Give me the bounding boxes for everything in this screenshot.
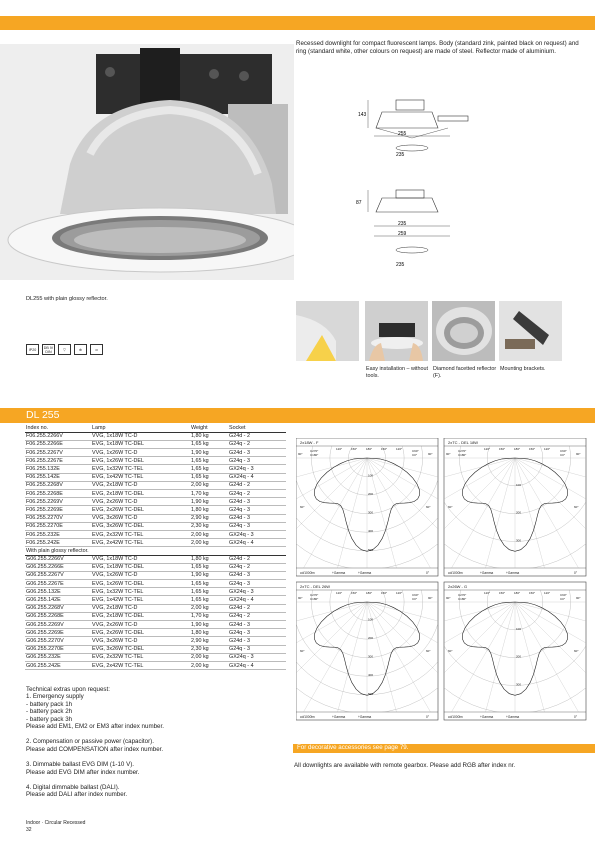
diameter-label-1: 255 bbox=[398, 131, 407, 137]
din-symbol: DB IV DIN bbox=[43, 345, 54, 354]
extras-line: - battery pack 3h bbox=[26, 715, 73, 723]
angle-label: 150° bbox=[529, 447, 536, 451]
cell-index: G06.255.2268V bbox=[25, 604, 91, 612]
earth-symbol: ⊕ bbox=[74, 344, 87, 355]
angle-label: 150° bbox=[351, 447, 358, 451]
cell-index: G06.255.2266V bbox=[25, 555, 91, 563]
cutout-label-2: 235 bbox=[396, 262, 405, 268]
product-photo bbox=[0, 44, 294, 280]
c-plane-label: C90° bbox=[412, 593, 419, 597]
cell-lamp: VVG, 1x18W TC-D bbox=[91, 432, 190, 440]
extras-line: Please add COMPENSATION after index number. bbox=[26, 745, 164, 753]
c-plane-label: C180° bbox=[458, 453, 467, 457]
cell-weight: 1,65 kg bbox=[190, 596, 228, 604]
cell-lamp: EVG, 2x42W TC-TEL bbox=[91, 539, 190, 547]
ring-label: 400 bbox=[368, 529, 374, 534]
c-plane-label: C0° bbox=[412, 453, 418, 457]
cell-lamp: EVG, 1x42W TC-TEL bbox=[91, 473, 190, 481]
angle-label: 120° bbox=[396, 591, 403, 595]
header-weight: Weight bbox=[190, 424, 228, 432]
cell-index: F06.255.2269V bbox=[25, 498, 91, 506]
header-index: Index no. bbox=[25, 424, 91, 432]
cell-weight: 1,80 kg bbox=[190, 555, 228, 563]
c-plane-label: C90° bbox=[412, 449, 419, 453]
cell-socket: G24q - 2 bbox=[228, 440, 286, 448]
cell-index: G06.255.2270V bbox=[25, 637, 91, 645]
angle-label: 180° bbox=[514, 447, 521, 451]
cell-socket: GX24q - 4 bbox=[228, 539, 286, 547]
page-footer bbox=[26, 820, 85, 834]
extras-line: 1. Emergency supply bbox=[26, 693, 84, 701]
cell-index: G06.255.132E bbox=[25, 588, 91, 596]
ring-label: 300 bbox=[368, 510, 374, 515]
extras-line: 4. Digital dimmable ballast (DALI). bbox=[26, 784, 120, 792]
diameter-label-2: 235 bbox=[398, 221, 407, 227]
c-plane-label: C90° bbox=[560, 449, 567, 453]
ring-label: 100 bbox=[368, 617, 374, 622]
unit-label: cd/1000lm bbox=[300, 571, 315, 575]
cell-lamp: VVG, 3x26W TC-D bbox=[91, 514, 190, 522]
cell-weight: 1,90 kg bbox=[190, 498, 228, 506]
cell-weight: 1,90 kg bbox=[190, 571, 228, 579]
c-plane-label: C180° bbox=[310, 453, 319, 457]
extras-line: 2. Compensation or passive power (capacitor). bbox=[26, 738, 154, 746]
cell-index: F06.255.242E bbox=[25, 539, 91, 547]
photo-caption: DL255 with plain glossy reflector. bbox=[26, 296, 108, 302]
angle-label: 60° bbox=[448, 649, 453, 653]
footer-category: Indoor · Circular Recessed bbox=[26, 820, 86, 826]
detail-photo-reflector bbox=[432, 301, 495, 361]
ring-label: 500 bbox=[368, 547, 374, 552]
cell-socket: G24q - 2 bbox=[228, 490, 286, 498]
cell-socket: G24d - 3 bbox=[228, 637, 286, 645]
table-row bbox=[25, 432, 286, 440]
height-label-2: 87 bbox=[356, 200, 362, 206]
cell-socket: G24q - 3 bbox=[228, 629, 286, 637]
ip20-symbol: IP20 bbox=[26, 344, 39, 355]
detail-caption-brackets: Mounting brackets. bbox=[500, 366, 546, 372]
ring-label: 100 bbox=[516, 482, 522, 487]
cell-weight: 2,30 kg bbox=[190, 522, 228, 530]
angle-label: 180° bbox=[366, 591, 373, 595]
cell-lamp: EVG, 2x32W TC-TEL bbox=[91, 653, 190, 661]
table-row bbox=[25, 481, 286, 489]
c-plane-label: C180° bbox=[310, 597, 319, 601]
height-label-1: 143 bbox=[358, 112, 367, 118]
angle-label: 90° bbox=[298, 596, 303, 600]
angle-label: 60° bbox=[574, 505, 579, 509]
cell-lamp: EVG, 2x18W TC-DEL bbox=[91, 490, 190, 498]
detail-photo-light bbox=[296, 301, 359, 361]
alpha-symbol: α bbox=[90, 344, 103, 355]
cell-index: G06.255.2267V bbox=[25, 571, 91, 579]
ring-label: 200 bbox=[368, 636, 374, 641]
cell-lamp: VVG, 1x18W TC-D bbox=[91, 555, 190, 563]
product-description: Recessed downlight for compact fluorescent lamps. Body (standard zink, painted black on request) and ring (standard white, other colours on request) are made of steel. Reflector made of aluminium. bbox=[296, 40, 579, 56]
table-row bbox=[25, 473, 286, 481]
c-plane-label: C0° bbox=[560, 453, 566, 457]
extras-emergency bbox=[26, 686, 286, 730]
cell-weight: 2,00 kg bbox=[190, 530, 228, 538]
cell-lamp: EVG, 1x26W TC-DEL bbox=[91, 580, 190, 588]
table-row bbox=[25, 637, 286, 645]
c-plane-label: C270° bbox=[458, 593, 467, 597]
cell-index: F06.255.232E bbox=[25, 530, 91, 538]
angle-label: 120° bbox=[484, 447, 491, 451]
diameter-label-3: 259 bbox=[398, 231, 407, 237]
angle-label: 90° bbox=[428, 452, 433, 456]
cell-lamp: EVG, 3x26W TC-DEL bbox=[91, 645, 190, 653]
angle-label: 120° bbox=[336, 591, 343, 595]
cell-weight: 1,70 kg bbox=[190, 612, 228, 620]
ring-label: 300 bbox=[368, 654, 374, 659]
cell-index: F06.255.2268V bbox=[25, 481, 91, 489]
polar-title: 2x26W - G bbox=[448, 584, 468, 589]
table-row bbox=[25, 604, 286, 612]
cell-weight: 1,65 kg bbox=[190, 457, 228, 465]
table-row bbox=[25, 449, 286, 457]
detail-caption-reflector: Diamond facetted reflector (F). bbox=[433, 366, 497, 379]
table-row bbox=[25, 498, 286, 506]
c-plane-label: C0° bbox=[560, 597, 566, 601]
angle-label: 150° bbox=[499, 447, 506, 451]
cell-socket: G24q - 3 bbox=[228, 522, 286, 530]
cell-socket: G24q - 3 bbox=[228, 506, 286, 514]
angle-label: 60° bbox=[448, 505, 453, 509]
cell-socket: G24d - 2 bbox=[228, 555, 286, 563]
cell-lamp: VVG, 1x26W TC-D bbox=[91, 449, 190, 457]
table-row bbox=[25, 563, 286, 571]
cell-socket: GX24q - 4 bbox=[228, 473, 286, 481]
gamma-label: +Gamma bbox=[358, 571, 372, 575]
unit-label: cd/1000lm bbox=[448, 571, 463, 575]
detail-caption-installation: Easy installation – without tools. bbox=[366, 366, 429, 379]
cell-lamp: VVG, 1x26W TC-D bbox=[91, 571, 190, 579]
cell-index: F06.255.132E bbox=[25, 465, 91, 473]
cell-weight: 1,90 kg bbox=[190, 621, 228, 629]
cell-lamp: VVG, 2x26W TC-D bbox=[91, 498, 190, 506]
angle-label: 0° bbox=[574, 715, 578, 719]
table-row bbox=[25, 629, 286, 637]
c-plane-label: C270° bbox=[310, 449, 319, 453]
cell-socket: G24d - 3 bbox=[228, 449, 286, 457]
ring-label: 200 bbox=[368, 492, 374, 497]
c-plane-label: C90° bbox=[560, 593, 567, 597]
cell-socket: G24d - 3 bbox=[228, 571, 286, 579]
section-title-bar bbox=[0, 408, 595, 423]
cutout-label-1: 235 bbox=[396, 152, 405, 158]
top-accent-bar bbox=[0, 16, 595, 30]
angle-label: 60° bbox=[426, 649, 431, 653]
cell-socket: G24d - 2 bbox=[228, 481, 286, 489]
table-row bbox=[25, 571, 286, 579]
cell-socket: G24d - 3 bbox=[228, 498, 286, 506]
angle-label: 90° bbox=[446, 596, 451, 600]
cell-socket: GX24q - 3 bbox=[228, 530, 286, 538]
cell-index: F06.255.2270E bbox=[25, 522, 91, 530]
cell-index: G06.255.2266E bbox=[25, 563, 91, 571]
detail-photo-brackets bbox=[499, 301, 562, 361]
gamma-label: +Gamma bbox=[480, 571, 494, 575]
cell-index: F06.255.142E bbox=[25, 473, 91, 481]
table-row bbox=[25, 645, 286, 653]
c-plane-label: C270° bbox=[310, 593, 319, 597]
triangle-symbol: ▽ bbox=[58, 344, 71, 355]
cell-socket: G24q - 2 bbox=[228, 563, 286, 571]
extras-dimmable bbox=[26, 761, 286, 776]
cell-socket: G24q - 3 bbox=[228, 457, 286, 465]
cell-index: G06.255.2269V bbox=[25, 621, 91, 629]
cell-index: G06.255.2269E bbox=[25, 629, 91, 637]
gamma-label: +Gamma bbox=[506, 715, 520, 719]
cell-weight: 2,00 kg bbox=[190, 539, 228, 547]
ring-label: 300 bbox=[516, 682, 522, 687]
angle-label: 90° bbox=[428, 596, 433, 600]
cell-socket: G24q - 2 bbox=[228, 612, 286, 620]
extras-line: - battery pack 2h bbox=[26, 708, 73, 716]
extras-line: Please add DALI after index number. bbox=[26, 791, 128, 799]
angle-label: 90° bbox=[576, 596, 581, 600]
cell-weight: 1,65 kg bbox=[190, 580, 228, 588]
cell-lamp: EVG, 3x26W TC-DEL bbox=[91, 522, 190, 530]
product-table bbox=[25, 424, 286, 670]
cell-index: F06.255.2268E bbox=[25, 490, 91, 498]
table-row bbox=[25, 539, 286, 547]
cell-socket: GX24q - 4 bbox=[228, 661, 286, 669]
cell-index: F06.255.2269E bbox=[25, 506, 91, 514]
table-row bbox=[25, 580, 286, 588]
cell-weight: 2,00 kg bbox=[190, 604, 228, 612]
cell-weight: 2,90 kg bbox=[190, 514, 228, 522]
cell-lamp: EVG, 1x18W TC-DEL bbox=[91, 440, 190, 448]
cell-weight: 2,30 kg bbox=[190, 645, 228, 653]
angle-label: 120° bbox=[544, 591, 551, 595]
cell-weight: 1,80 kg bbox=[190, 629, 228, 637]
extras-line: Please add EM1, EM2 or EM3 after index number. bbox=[26, 723, 164, 731]
polar-title: 2xTC - DEL 18W bbox=[448, 440, 479, 445]
section-title: DL 255 bbox=[26, 409, 60, 421]
cell-socket: G24d - 3 bbox=[228, 621, 286, 629]
cell-lamp: VVG, 2x26W TC-D bbox=[91, 621, 190, 629]
cell-lamp: EVG, 1x42W TC-TEL bbox=[91, 596, 190, 604]
table-row bbox=[25, 440, 286, 448]
angle-label: 120° bbox=[544, 447, 551, 451]
cell-lamp: EVG, 2x18W TC-DEL bbox=[91, 612, 190, 620]
ring-label: 300 bbox=[516, 538, 522, 543]
angle-label: 150° bbox=[381, 591, 388, 595]
table-row bbox=[25, 457, 286, 465]
cell-index: F06.255.2266V bbox=[25, 432, 91, 440]
cell-socket: G24q - 3 bbox=[228, 645, 286, 653]
cell-socket: GX24q - 3 bbox=[228, 588, 286, 596]
cell-lamp: EVG, 2x26W TC-DEL bbox=[91, 506, 190, 514]
table-row bbox=[25, 621, 286, 629]
cell-index: G06.255.2270E bbox=[25, 645, 91, 653]
cell-weight: 2,00 kg bbox=[190, 653, 228, 661]
technical-extras bbox=[26, 686, 286, 807]
accessories-bar bbox=[293, 744, 595, 753]
cell-weight: 2,90 kg bbox=[190, 637, 228, 645]
extras-line: Please add EVG DIM after index number. bbox=[26, 768, 140, 776]
gamma-label: +Gamma bbox=[480, 715, 494, 719]
gamma-label: +Gamma bbox=[358, 715, 372, 719]
cell-lamp: EVG, 2x32W TC-TEL bbox=[91, 530, 190, 538]
c-plane-label: C270° bbox=[458, 449, 467, 453]
cell-socket: G24d - 2 bbox=[228, 432, 286, 440]
cell-weight: 2,00 kg bbox=[190, 661, 228, 669]
cell-weight: 1,65 kg bbox=[190, 465, 228, 473]
technical-drawing bbox=[352, 98, 472, 268]
table-row bbox=[25, 490, 286, 498]
angle-label: 150° bbox=[381, 447, 388, 451]
extras-dali bbox=[26, 784, 286, 799]
cell-index: F06.255.2267E bbox=[25, 457, 91, 465]
cell-index: F06.255.2266E bbox=[25, 440, 91, 448]
angle-label: 0° bbox=[426, 571, 430, 575]
cell-weight: 1,70 kg bbox=[190, 490, 228, 498]
cell-socket: GX24q - 3 bbox=[228, 465, 286, 473]
table-row bbox=[25, 530, 286, 538]
table-row bbox=[25, 653, 286, 661]
angle-label: 60° bbox=[426, 505, 431, 509]
group-label: With plain glossy reflector. bbox=[25, 547, 286, 555]
table-row bbox=[25, 522, 286, 530]
cell-lamp: VVG, 2x18W TC-D bbox=[91, 604, 190, 612]
table-row bbox=[25, 588, 286, 596]
page-number: 32 bbox=[26, 827, 32, 833]
unit-label: cd/1000lm bbox=[300, 715, 315, 719]
angle-label: 90° bbox=[446, 452, 451, 456]
angle-label: 150° bbox=[351, 591, 358, 595]
extras-line: - battery pack 1h bbox=[26, 700, 73, 708]
cell-weight: 1,65 kg bbox=[190, 563, 228, 571]
cell-index: G06.255.2268E bbox=[25, 612, 91, 620]
cell-weight: 2,00 kg bbox=[190, 481, 228, 489]
angle-label: 0° bbox=[426, 715, 430, 719]
extras-line: Technical extras upon request: bbox=[26, 686, 110, 693]
cell-weight: 1,80 kg bbox=[190, 506, 228, 514]
cell-weight: 1,65 kg bbox=[190, 588, 228, 596]
angle-label: 60° bbox=[300, 649, 305, 653]
table-row bbox=[25, 465, 286, 473]
certification-symbols bbox=[26, 344, 103, 355]
angle-label: 150° bbox=[499, 591, 506, 595]
cell-lamp: EVG, 1x32W TC-TEL bbox=[91, 465, 190, 473]
cell-index: G06.255.242E bbox=[25, 661, 91, 669]
cell-lamp: EVG, 1x18W TC-DEL bbox=[91, 563, 190, 571]
angle-label: 90° bbox=[576, 452, 581, 456]
cell-index: F06.255.2270V bbox=[25, 514, 91, 522]
table-row bbox=[25, 612, 286, 620]
ring-label: 200 bbox=[516, 654, 522, 659]
extras-line: 3. Dimmable ballast EVG DIM (1-10 V). bbox=[26, 761, 134, 769]
angle-label: 60° bbox=[300, 505, 305, 509]
table-row bbox=[25, 555, 286, 563]
cell-weight: 1,65 kg bbox=[190, 473, 228, 481]
cell-socket: G24d - 2 bbox=[228, 604, 286, 612]
table-row bbox=[25, 596, 286, 604]
table-row bbox=[25, 506, 286, 514]
polar-title: 2xTC - DEL 26W bbox=[300, 584, 331, 589]
header-socket: Socket bbox=[228, 424, 286, 432]
cell-index: G06.255.232E bbox=[25, 653, 91, 661]
c-plane-label: C0° bbox=[412, 597, 418, 601]
detail-photo-installation bbox=[365, 301, 428, 361]
angle-label: 120° bbox=[336, 447, 343, 451]
ring-label: 500 bbox=[368, 691, 374, 696]
ring-label: 400 bbox=[368, 673, 374, 678]
cell-socket: G24q - 3 bbox=[228, 580, 286, 588]
extras-compensation bbox=[26, 738, 286, 753]
cell-index: F06.255.2267V bbox=[25, 449, 91, 457]
polar-diagrams bbox=[296, 438, 588, 734]
cell-socket: G24d - 3 bbox=[228, 514, 286, 522]
cell-index: G06.255.142E bbox=[25, 596, 91, 604]
cell-weight: 1,65 kg bbox=[190, 440, 228, 448]
table-row bbox=[25, 514, 286, 522]
cell-socket: GX24q - 4 bbox=[228, 596, 286, 604]
angle-label: 120° bbox=[396, 447, 403, 451]
gamma-label: +Gamma bbox=[332, 715, 346, 719]
table-row bbox=[25, 661, 286, 669]
cell-lamp: EVG, 2x42W TC-TEL bbox=[91, 661, 190, 669]
angle-label: 180° bbox=[514, 591, 521, 595]
cell-lamp: VVG, 2x18W TC-D bbox=[91, 481, 190, 489]
remote-gearbox-note: All downlights are available with remote gearbox. Please add RGB after index nr. bbox=[294, 762, 516, 769]
cell-lamp: EVG, 1x32W TC-TEL bbox=[91, 588, 190, 596]
ring-label: 200 bbox=[516, 510, 522, 515]
angle-label: 120° bbox=[484, 591, 491, 595]
accessories-note: For decorative accessories see page 79. bbox=[297, 744, 409, 751]
cell-lamp: EVG, 2x26W TC-DEL bbox=[91, 629, 190, 637]
polar-title: 2x18W - F bbox=[300, 440, 319, 445]
ring-label: 100 bbox=[516, 626, 522, 631]
ring-label: 100 bbox=[368, 473, 374, 478]
angle-label: 150° bbox=[529, 591, 536, 595]
cell-weight: 1,80 kg bbox=[190, 432, 228, 440]
c-plane-label: C180° bbox=[458, 597, 467, 601]
cell-lamp: EVG, 1x26W TC-DEL bbox=[91, 457, 190, 465]
angle-label: 60° bbox=[574, 649, 579, 653]
unit-label: cd/1000lm bbox=[448, 715, 463, 719]
cell-lamp: VVG, 3x26W TC-D bbox=[91, 637, 190, 645]
cell-weight: 1,90 kg bbox=[190, 449, 228, 457]
cell-index: G06.255.2267E bbox=[25, 580, 91, 588]
angle-label: 90° bbox=[298, 452, 303, 456]
cell-socket: GX24q - 3 bbox=[228, 653, 286, 661]
angle-label: 180° bbox=[366, 447, 373, 451]
angle-label: 0° bbox=[574, 571, 578, 575]
gamma-label: +Gamma bbox=[506, 571, 520, 575]
header-lamp: Lamp bbox=[91, 424, 190, 432]
gamma-label: +Gamma bbox=[332, 571, 346, 575]
